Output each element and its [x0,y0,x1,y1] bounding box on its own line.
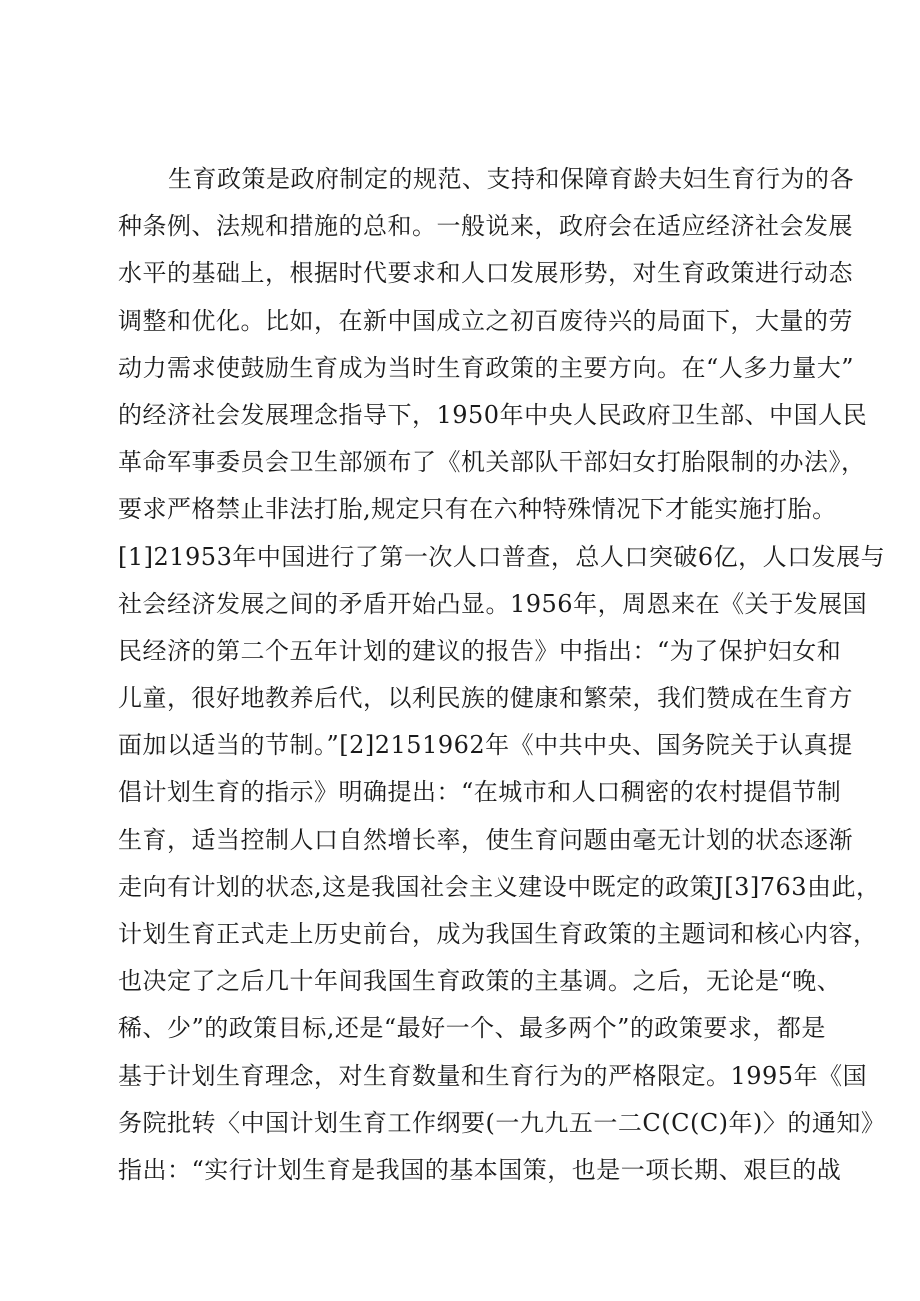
text-line: 水平的基础上，根据时代要求和人口发展形势，对生育政策进行动态 [118,259,853,288]
text-line: 计划生育正式走上历史前台，成为我国生育政策的主题词和核心内容， [118,920,878,948]
text-line: 要求严格禁止非法打胎,规定只有在六种特殊情况下才能实施打胎。 [118,495,837,524]
text-line: 走向有计划的状态,这是我国社会主义建设中既定的政策J[3]763由此， [118,872,881,901]
text-line: 基于计划生育理念，对生育数量和生育行为的严格限定。1995年《国 [118,1061,868,1090]
text-line: 生育政策是政府制定的规范、支持和保障育龄夫妇生育行为的各 [168,165,854,193]
text-line: [1]21953年中国进行了第一次人口普查，总人口突破6亿，人口发展与 [118,542,886,571]
text-line: 的经济社会发展理念指导下，1950年中央人民政府卫生部、中国人民 [118,400,868,429]
text-line: 儿童，很好地教养后代，以利民族的健康和繁荣，我们赞成在生育方 [118,684,853,713]
text-line: 面加以适当的节制。”[2]2151962年《中共中央、国务院关于认真提 [118,731,853,760]
text-line: 也决定了之后几十年间我国生育政策的主基调。之后，无论是“晚、 [118,967,842,996]
text-line: 调整和优化。比如，在新中国成立之初百废待兴的局面下，大量的劳 [118,306,853,335]
text-line: 生育，适当控制人口自然增长率，使生育问题由毫无计划的状态逐渐 [118,825,853,854]
text-line: 指出：“实行计划生育是我国的基本国策，也是一项长期、艰巨的战 [118,1155,842,1184]
text-line: 动力需求使鼓励生育成为当时生育政策的主要方向。在“人多力量大” [118,353,855,382]
text-line: 革命军事委员会卫生部颁布了《机关部队干部妇女打胎限制的办法》， [118,448,866,477]
text-line: 稀、少”的政策目标,还是“最好一个、最多两个”的政策要求，都是 [118,1014,826,1043]
text-line: 倡计划生育的指示》明确提出：“在城市和人口稠密的农村提倡节制 [118,778,842,807]
text-line: 社会经济发展之间的矛盾开始凸显。1956年，周恩来在《关于发展国 [118,589,868,618]
text-line: 民经济的第二个五年计划的建议的报告》中指出：“为了保护妇女和 [118,636,842,665]
text-line: 种条例、法规和措施的总和。一般说来，政府会在适应经济社会发展 [118,212,853,241]
body-paragraph [118,156,886,1194]
text-line: 务院批转〈中国计划生育工作纲要(一九九五一二C(C(C)年)〉的通知》 [118,1108,886,1137]
